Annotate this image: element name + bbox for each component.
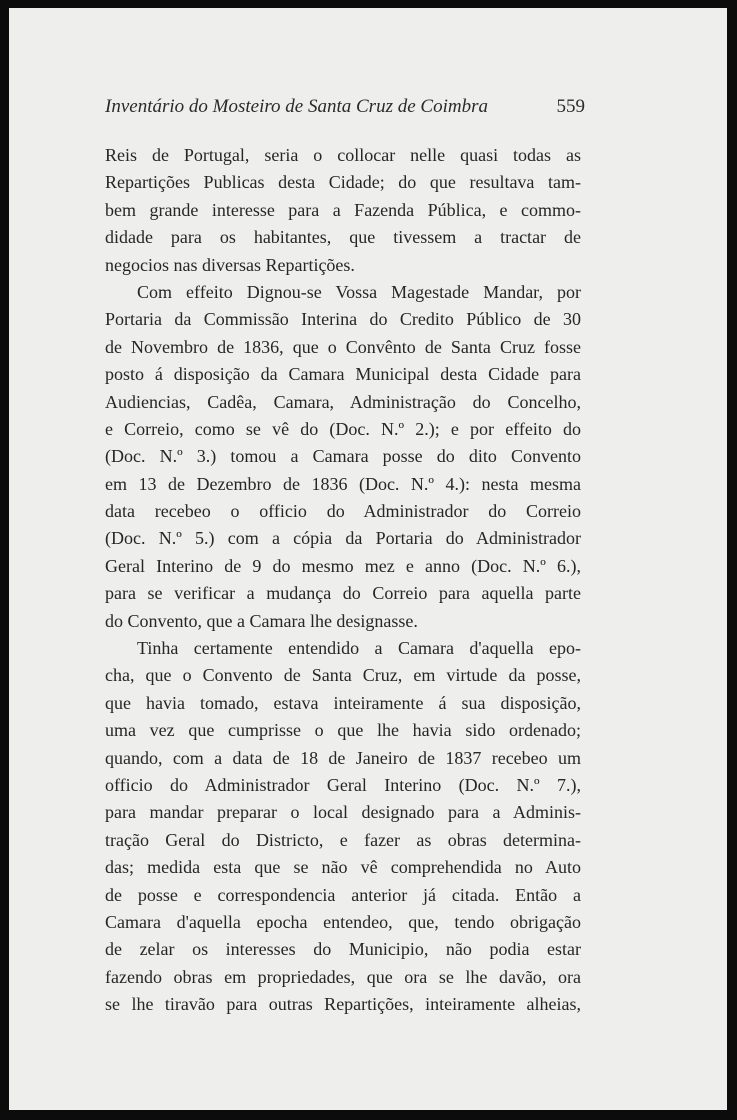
- text-line: Reis de Portugal, seria o collocar nelle quasi todas as: [105, 145, 581, 165]
- running-title: Inventário do Mosteiro de Santa Cruz de Coimbra: [105, 96, 488, 117]
- text-line: negocios nas diversas Repartições.: [105, 254, 355, 275]
- text-line: (Doc. N.º 5.) com a cópia da Portaria do Administrador: [105, 528, 581, 549]
- text-line: quando, com a data de 18 de Janeiro de 1837 recebeo um: [105, 747, 581, 768]
- text-line: para se verificar a mudança do Correio para aquella parte: [105, 583, 581, 604]
- text-line: posto á disposição da Camara Municipal desta Cidade para: [105, 364, 581, 385]
- text-line: bem grande interesse para a Fazenda Pública, e commo-: [105, 199, 581, 220]
- text-line: que havia tomado, estava inteiramente á sua disposição,: [105, 692, 581, 713]
- text-line: fazendo obras em propriedades, que ora se lhe davão, ora: [105, 966, 581, 987]
- text-line: se lhe tiravão para outras Repartições, inteiramente alheias,: [105, 994, 581, 1015]
- text-line: uma vez que cumprisse o que lhe havia sido ordenado;: [105, 720, 581, 741]
- text-line: cha, que o Convento de Santa Cruz, em virtude da posse,: [105, 665, 581, 686]
- text-line: Portaria da Commissão Interina do Credito Público de 30: [105, 309, 581, 330]
- text-line: Audiencias, Cadêa, Camara, Administração do Concelho,: [105, 391, 581, 412]
- text-line: Repartições Publicas desta Cidade; do que resultava tam-: [105, 172, 581, 193]
- text-line: para mandar preparar o local designado para a Adminis-: [105, 802, 581, 823]
- text-line: data recebeo o officio do Administrador do Correio: [105, 501, 581, 522]
- running-header: [105, 96, 585, 118]
- text-line: Tinha certamente entendido a Camara d'aquella epo-: [137, 638, 581, 659]
- body-text: [105, 142, 581, 1019]
- text-line: do Convento, que a Camara lhe designasse.: [105, 610, 418, 631]
- text-line: tração Geral do Districto, e fazer as obras determina-: [105, 829, 581, 850]
- text-line: Camara d'aquella epocha entendeo, que, tendo obrigação: [105, 911, 581, 932]
- text-line: Com effeito Dignou-se Vossa Magestade Mandar, por: [137, 281, 581, 302]
- text-line: de posse e correspondencia anterior já citada. Então a: [105, 884, 581, 905]
- text-line: (Doc. N.º 3.) tomou a Camara posse do dito Convento: [105, 446, 581, 467]
- scanned-page: [9, 8, 727, 1110]
- text-line: officio do Administrador Geral Interino (Doc. N.º 7.),: [105, 774, 581, 795]
- text-line: e Correio, como se vê do (Doc. N.º 2.); e por effeito do: [105, 418, 581, 439]
- text-line: das; medida esta que se não vê comprehendida no Auto: [105, 857, 581, 878]
- text-line: didade para os habitantes, que tivessem a tractar de: [105, 227, 581, 248]
- page-number: 559: [556, 96, 585, 117]
- text-line: em 13 de Dezembro de 1836 (Doc. N.º 4.): nesta mesma: [105, 473, 581, 494]
- text-line: Geral Interino de 9 do mesmo mez e anno (Doc. N.º 6.),: [105, 555, 581, 576]
- text-line: de Novembro de 1836, que o Convênto de Santa Cruz fosse: [105, 336, 581, 357]
- text-line: de zelar os interesses do Municipio, não podia estar: [105, 939, 581, 960]
